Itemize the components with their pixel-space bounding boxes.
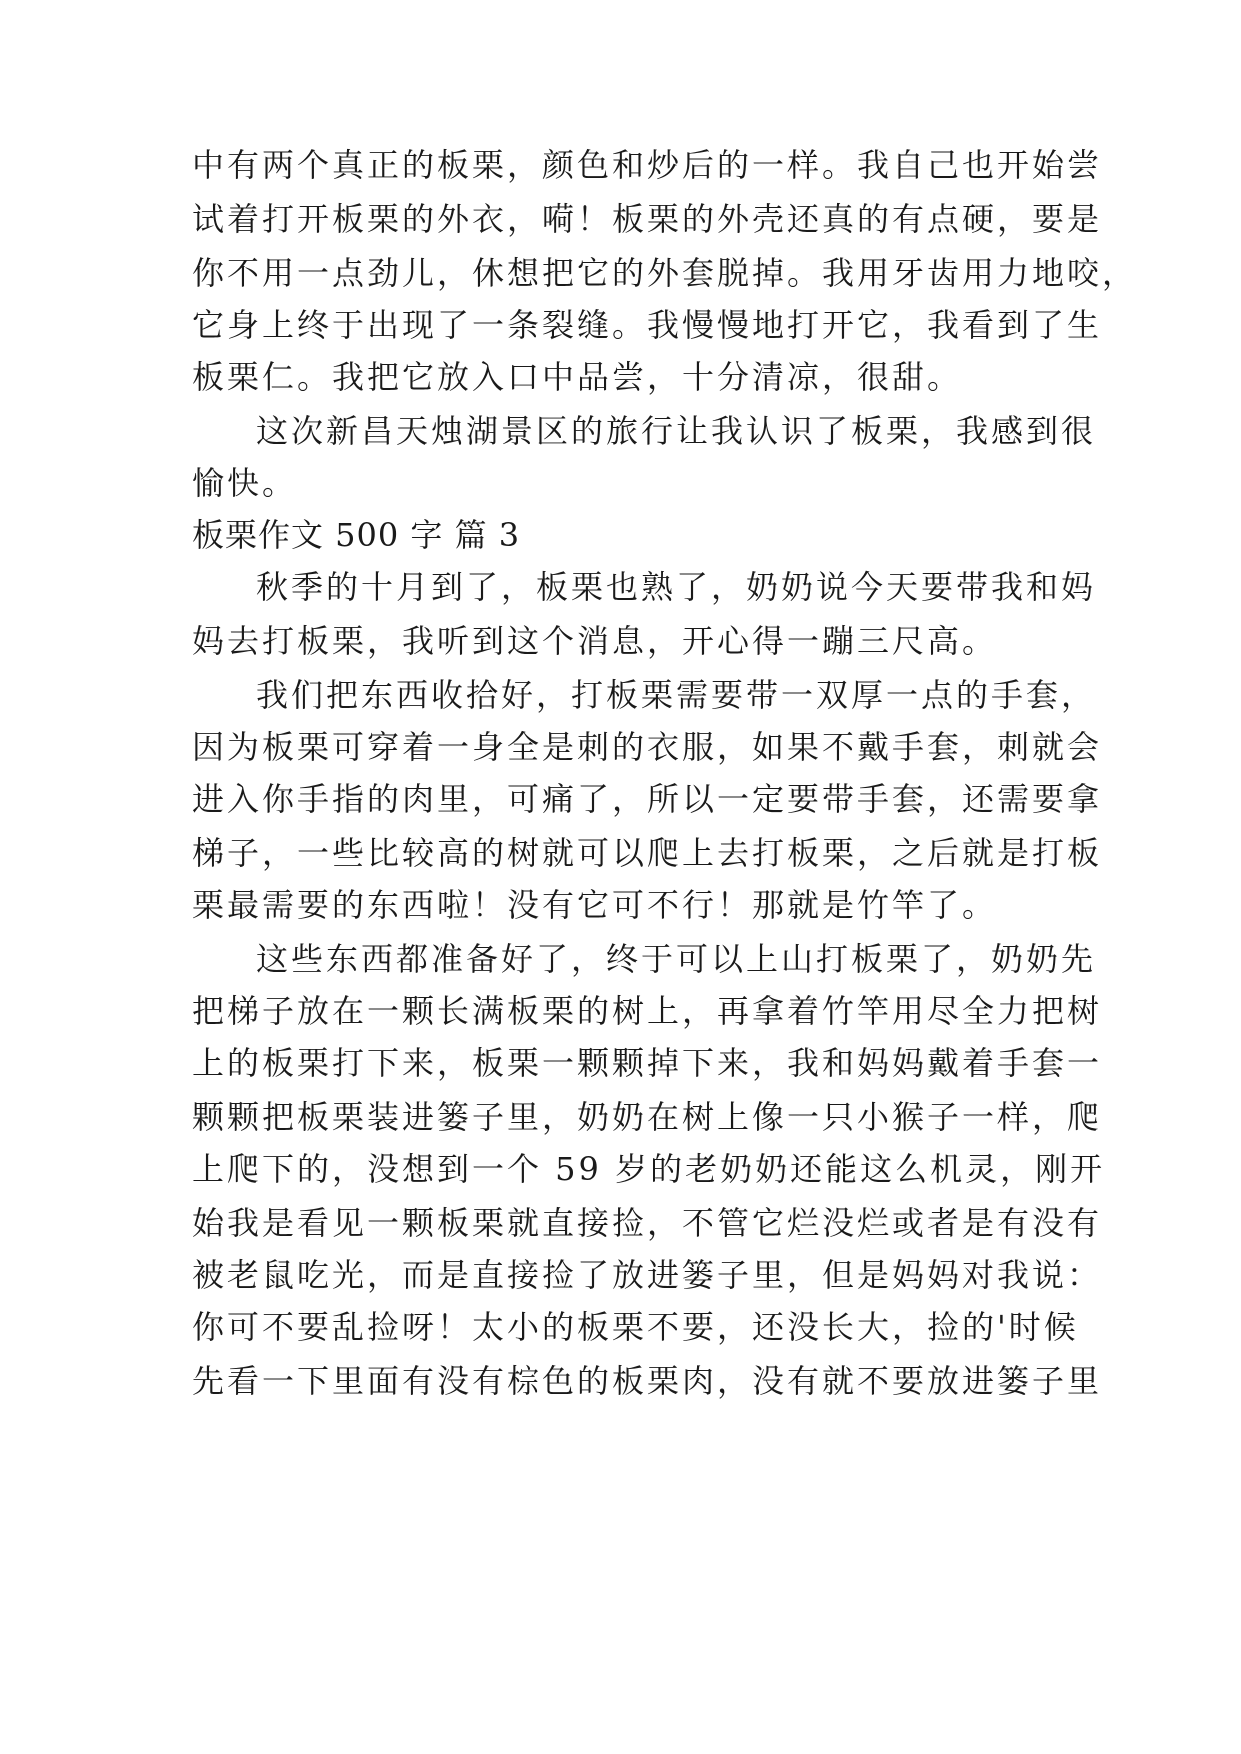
text-line: 中有两个真正的板栗，颜色和炒后的一样。我自己也开始尝 bbox=[192, 146, 1103, 184]
text-line: 进入你手指的肉里，可痛了，所以一定要带手套，还需要拿 bbox=[192, 780, 1103, 818]
paragraph-first-line: 这些东西都准备好了，终于可以上山打板栗了，奶奶先 bbox=[256, 940, 1097, 978]
text-line: 把梯子放在一颗长满板栗的树上，再拿着竹竿用尽全力把树 bbox=[192, 992, 1103, 1030]
text-line: 始我是看见一颗板栗就直接捡，不管它烂没烂或者是有没有 bbox=[192, 1204, 1103, 1242]
text-line: 上的板栗打下来，板栗一颗颗掉下来，我和妈妈戴着手套一 bbox=[192, 1044, 1103, 1082]
text-line: 试着打开板栗的外衣，嗬！板栗的外壳还真的有点硬，要是 bbox=[192, 200, 1103, 238]
text-line: 你不用一点劲儿，休想把它的外套脱掉。我用牙齿用力地咬， bbox=[192, 254, 1138, 292]
text-line: 板栗仁。我把它放入口中品尝，十分清凉，很甜。 bbox=[192, 358, 963, 396]
text-line: 它身上终于出现了一条裂缝。我慢慢地打开它，我看到了生 bbox=[192, 306, 1103, 344]
text-line: 被老鼠吃光，而是直接捡了放进篓子里，但是妈妈对我说： bbox=[192, 1256, 1103, 1294]
text-line: 先看一下里面有没有棕色的板栗肉，没有就不要放进篓子里 bbox=[192, 1362, 1103, 1400]
text-line: 因为板栗可穿着一身全是刺的衣服，如果不戴手套，刺就会 bbox=[192, 728, 1103, 766]
paragraph-first-line: 秋季的十月到了，板栗也熟了，奶奶说今天要带我和妈 bbox=[256, 568, 1097, 606]
text-line: 栗最需要的东西啦！没有它可不行！那就是竹竿了。 bbox=[192, 886, 998, 924]
text-line: 愉快。 bbox=[192, 464, 298, 502]
text-line: 梯子，一些比较高的树就可以爬上去打板栗，之后就是打板 bbox=[192, 834, 1103, 872]
text-line: 你可不要乱捡呀！太小的板栗不要，还没长大，捡的'时候 bbox=[192, 1308, 1079, 1346]
text-line: 颗颗把板栗装进篓子里，奶奶在树上像一只小猴子一样，爬 bbox=[192, 1098, 1103, 1136]
paragraph-first-line: 我们把东西收拾好，打板栗需要带一双厚一点的手套， bbox=[256, 676, 1097, 714]
text-line: 妈去打板栗，我听到这个消息，开心得一蹦三尺高。 bbox=[192, 622, 998, 660]
text-line: 上爬下的，没想到一个 59 岁的老奶奶还能这么机灵，刚开 bbox=[192, 1150, 1106, 1188]
section-heading: 板栗作文 500 字 篇 3 bbox=[192, 516, 521, 554]
paragraph-first-line: 这次新昌天烛湖景区的旅行让我认识了板栗，我感到很 bbox=[256, 412, 1097, 450]
